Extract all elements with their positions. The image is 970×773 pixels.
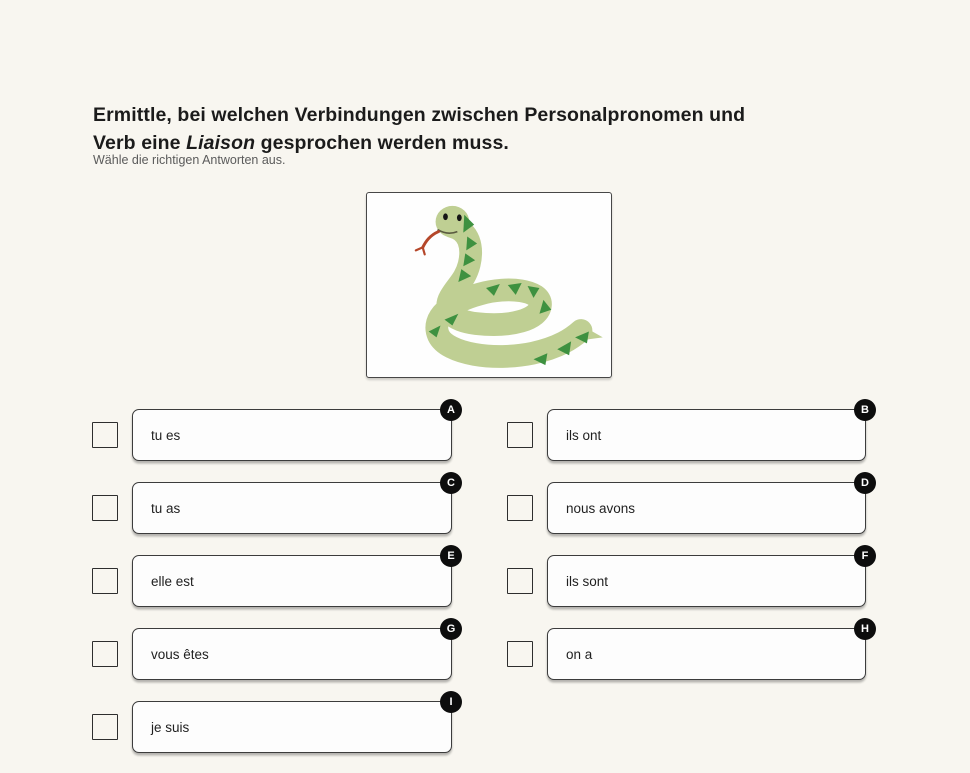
option-row-h	[507, 622, 869, 680]
option-row-b	[507, 403, 869, 461]
option-label: ils ont	[566, 427, 602, 443]
answer-option-f[interactable]	[547, 549, 869, 607]
option-checkbox-d[interactable]	[507, 495, 533, 521]
instruction-text: Wähle die richtigen Antworten aus.	[93, 153, 286, 167]
option-row-c	[92, 476, 455, 534]
option-label: je suis	[151, 719, 190, 735]
answer-option-c[interactable]	[132, 476, 455, 534]
option-label: tu as	[151, 500, 181, 516]
option-letter-badge: C	[440, 472, 462, 494]
answer-option-g[interactable]	[132, 622, 456, 680]
snake-eye-right	[457, 214, 462, 221]
option-checkbox-b[interactable]	[507, 422, 533, 448]
option-label: ils sont	[566, 573, 609, 589]
option-letter-badge: F	[854, 545, 876, 567]
option-checkbox-g[interactable]	[92, 641, 118, 667]
answer-option-d[interactable]	[547, 476, 869, 534]
title-line-1: Ermittle, bei welchen Verbindungen zwischen Personalpronomen und	[93, 104, 746, 127]
option-label: elle est	[151, 573, 194, 589]
snake-illustration	[367, 193, 611, 377]
option-checkbox-f[interactable]	[507, 568, 533, 594]
option-letter-badge: D	[854, 472, 876, 494]
option-checkbox-i[interactable]	[92, 714, 118, 740]
option-letter-badge: E	[440, 545, 462, 567]
answer-option-i[interactable]	[132, 695, 453, 753]
option-row-g	[92, 622, 456, 680]
page-title	[93, 101, 903, 157]
answer-option-a[interactable]	[132, 403, 455, 461]
option-label: vous êtes	[151, 646, 209, 662]
option-row-e	[92, 549, 455, 607]
answer-options-grid	[92, 403, 869, 753]
option-label: nous avons	[566, 500, 636, 516]
exercise-image-frame	[366, 192, 612, 378]
option-checkbox-h[interactable]	[507, 641, 533, 667]
answer-option-e[interactable]	[132, 549, 455, 607]
snake-tongue	[416, 232, 439, 255]
option-letter-badge: I	[440, 691, 462, 713]
option-checkbox-e[interactable]	[92, 568, 118, 594]
option-letter-badge: H	[854, 618, 876, 640]
option-letter-badge: B	[854, 399, 876, 421]
option-letter-badge: G	[440, 618, 462, 640]
option-label: on a	[566, 646, 593, 662]
option-label: tu es	[151, 427, 181, 443]
option-row-d	[507, 476, 869, 534]
title-italic-word: Liaison	[186, 132, 256, 155]
answer-option-h[interactable]	[547, 622, 869, 680]
option-row-i	[92, 695, 453, 753]
snake-eye-left	[443, 213, 448, 220]
option-checkbox-a[interactable]	[92, 422, 118, 448]
option-letter-badge: A	[440, 399, 462, 421]
option-row-a	[92, 403, 455, 461]
title-line-2: Verb eine Liaison gesprochen werden muss.	[93, 132, 509, 155]
option-checkbox-c[interactable]	[92, 495, 118, 521]
option-row-f	[507, 549, 869, 607]
answer-option-b[interactable]	[547, 403, 869, 461]
